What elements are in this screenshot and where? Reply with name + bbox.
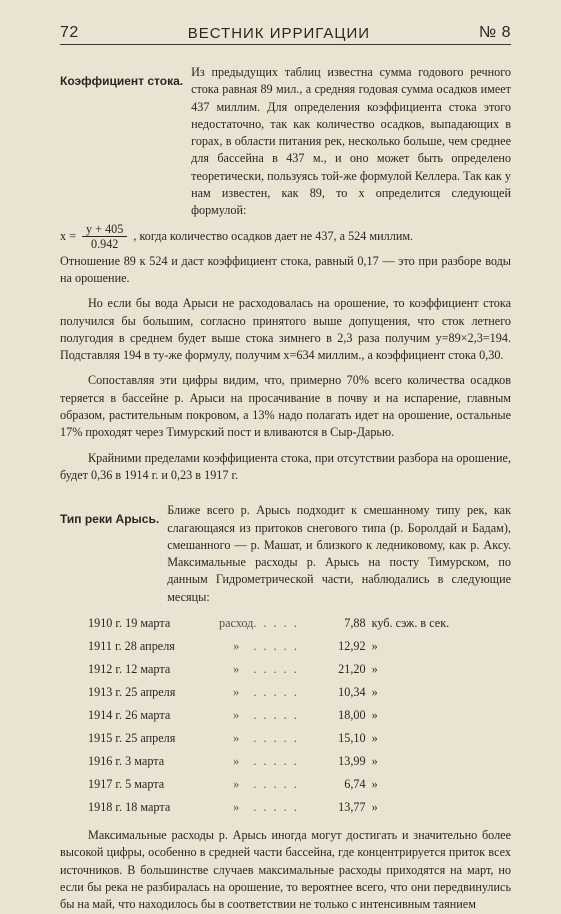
paragraph: Ближе всего р. Арысь подходит к смешанному типу рек, как слагающаяся из притоков снегового типа (р. Боролдай и Бадам), смешанного — р. Машат, и близкого к ледниковому, как р. Аксу. Максимальные расходы р. Арысь на посту Тимурском, по данным Гидрометрической части, наблюдались в следующие месяцы:	[167, 503, 511, 604]
unit-cell: »	[371, 661, 378, 676]
value-cell: 13,99	[338, 753, 366, 768]
value-cell: 6,74	[344, 776, 366, 791]
section-heading-runoff: Коэффициент стока.	[60, 74, 184, 88]
formula	[60, 222, 511, 251]
table-row	[88, 704, 488, 727]
unit-cell: »	[371, 684, 378, 699]
value-cell: 13,77	[338, 799, 366, 814]
formula-denominator: 0.942	[90, 236, 119, 251]
table-row	[88, 681, 488, 704]
date-cell: 1914 г. 26 марта	[88, 707, 171, 722]
unit-cell: »	[371, 638, 378, 653]
value-cell: 15,10	[338, 730, 366, 745]
leader-cell: . . . . .	[253, 615, 299, 630]
page-header	[60, 20, 511, 45]
value-cell: 7,88	[344, 615, 366, 630]
paragraph: Сопоставляя эти цифры видим, что, примерно 70% всего количества осадков теряется в бассейне р. Арыси на просачивание в почву и на испарение, главным образом, растительным покровом, а 13% надо полагать идет на орошение, остальные 17% проходят через Тимурский пост и вливаются в Сыр-Дарью.	[60, 373, 511, 440]
value-cell: 12,92	[338, 638, 366, 653]
label-cell: »	[233, 776, 240, 791]
leader-cell: . . . . .	[253, 799, 299, 814]
section-heading-river-type: Тип реки Арысь.	[60, 512, 160, 527]
table-row	[88, 750, 488, 773]
journal-title: ВЕСТНИК ИРРИГАЦИИ	[187, 25, 371, 42]
formula-fraction	[82, 222, 127, 251]
paragraph: Отношение 89 к 524 и даст коэффициент стока, равный 0,17 — это при разборе воды на орошение.	[60, 253, 511, 285]
max-discharge-table	[88, 612, 488, 819]
date-cell: 1912 г. 12 марта	[88, 661, 171, 676]
unit-cell: »	[371, 776, 378, 791]
formula-tail: , когда количество осадков дает не 437, а 524 миллим.	[133, 228, 414, 243]
label-cell: »	[233, 707, 240, 722]
value-cell: 10,34	[338, 684, 366, 699]
label-cell: »	[233, 684, 240, 699]
leader-cell: . . . . .	[253, 707, 299, 722]
unit-cell: »	[371, 753, 378, 768]
leader-cell: . . . . .	[253, 684, 299, 699]
table-row	[88, 727, 488, 750]
date-cell: 1910 г. 19 марта	[88, 615, 171, 630]
issue-number: № 8	[478, 24, 511, 41]
date-cell: 1911 г. 28 апреля	[88, 638, 175, 653]
leader-cell: . . . . .	[253, 730, 299, 745]
paragraph: Но если бы вода Арыси не расходовалась на орошение, то коэффициент стока получился бы большим, согласно принятого выше допущения, что сток летнего полугодия в среднем будет выше стока зимнего в 2,3 раза получим у=89×2,3=194. Подставляя 194 в ту-же формулу, получим х=634 миллим., а коэффициент стока 0,30.	[60, 296, 511, 363]
table-row	[88, 612, 488, 635]
runoff-coefficient-intro	[60, 64, 511, 220]
leader-cell: . . . . .	[253, 661, 299, 676]
date-cell: 1918 г. 18 марта	[88, 799, 171, 814]
label-cell: »	[233, 661, 240, 676]
formula-lhs: x =	[60, 228, 77, 243]
page-content	[60, 64, 511, 914]
label-cell: »	[233, 799, 240, 814]
table-row	[88, 658, 488, 681]
label-cell: »	[233, 753, 240, 768]
paragraph: Максимальные расходы р. Арысь иногда могут достигать и значительно более высокой цифры, особенно в средней части бассейна, где концентрируется приток всех источников. В большинстве случаев максимальные расходы приходятся на март, но если бы река не разбиралась на орошение, то вероятнее всего, что они передвинулись бы на май, что находилось бы в соответствии не только с интенсивным таянием	[60, 828, 511, 912]
label-cell: »	[233, 638, 240, 653]
formula-numerator: y + 405	[82, 222, 127, 237]
leader-cell: . . . . .	[253, 776, 299, 791]
paragraph: Из предыдущих таблиц известна сумма годового речного стока равная 89 мил., а средняя годовая сумма осадков имеет 437 миллим. Для определения коэффициента стока этого недостаточно, так как количество осадков, выпадающих в горах, в области питания рек, несколько больше, чем среднее для бассейна в 437 м., и оно может быть определено теоретически, пользуясь той-же формулой Келлера. Так как у нам известен, как 89, то х определится следующей формулой:	[191, 65, 511, 218]
date-cell: 1915 г. 25 апреля	[88, 730, 176, 745]
unit-cell: »	[371, 707, 378, 722]
leader-cell: . . . . .	[253, 638, 299, 653]
page-number: 72	[60, 24, 79, 41]
date-cell: 1916 г. 3 марта	[88, 753, 165, 768]
unit-cell: »	[371, 730, 378, 745]
table-row	[88, 796, 488, 819]
unit-cell: »	[371, 799, 378, 814]
date-cell: 1913 г. 25 апреля	[88, 684, 176, 699]
paragraph: Крайними пределами коэффициента стока, при отсутствии разбора на орошение, будет 0,36 в 1914 г. и 0,23 в 1917 г.	[60, 450, 511, 482]
table-row	[88, 635, 488, 658]
value-cell: 18,00	[338, 707, 366, 722]
unit-cell: куб. сэж. в сек.	[371, 615, 450, 630]
river-type-intro	[60, 502, 511, 606]
label-cell: расход	[219, 615, 254, 630]
date-cell: 1917 г. 5 марта	[88, 776, 165, 791]
label-cell: »	[233, 730, 240, 745]
table-row	[88, 773, 488, 796]
value-cell: 21,20	[338, 661, 366, 676]
leader-cell: . . . . .	[253, 753, 299, 768]
